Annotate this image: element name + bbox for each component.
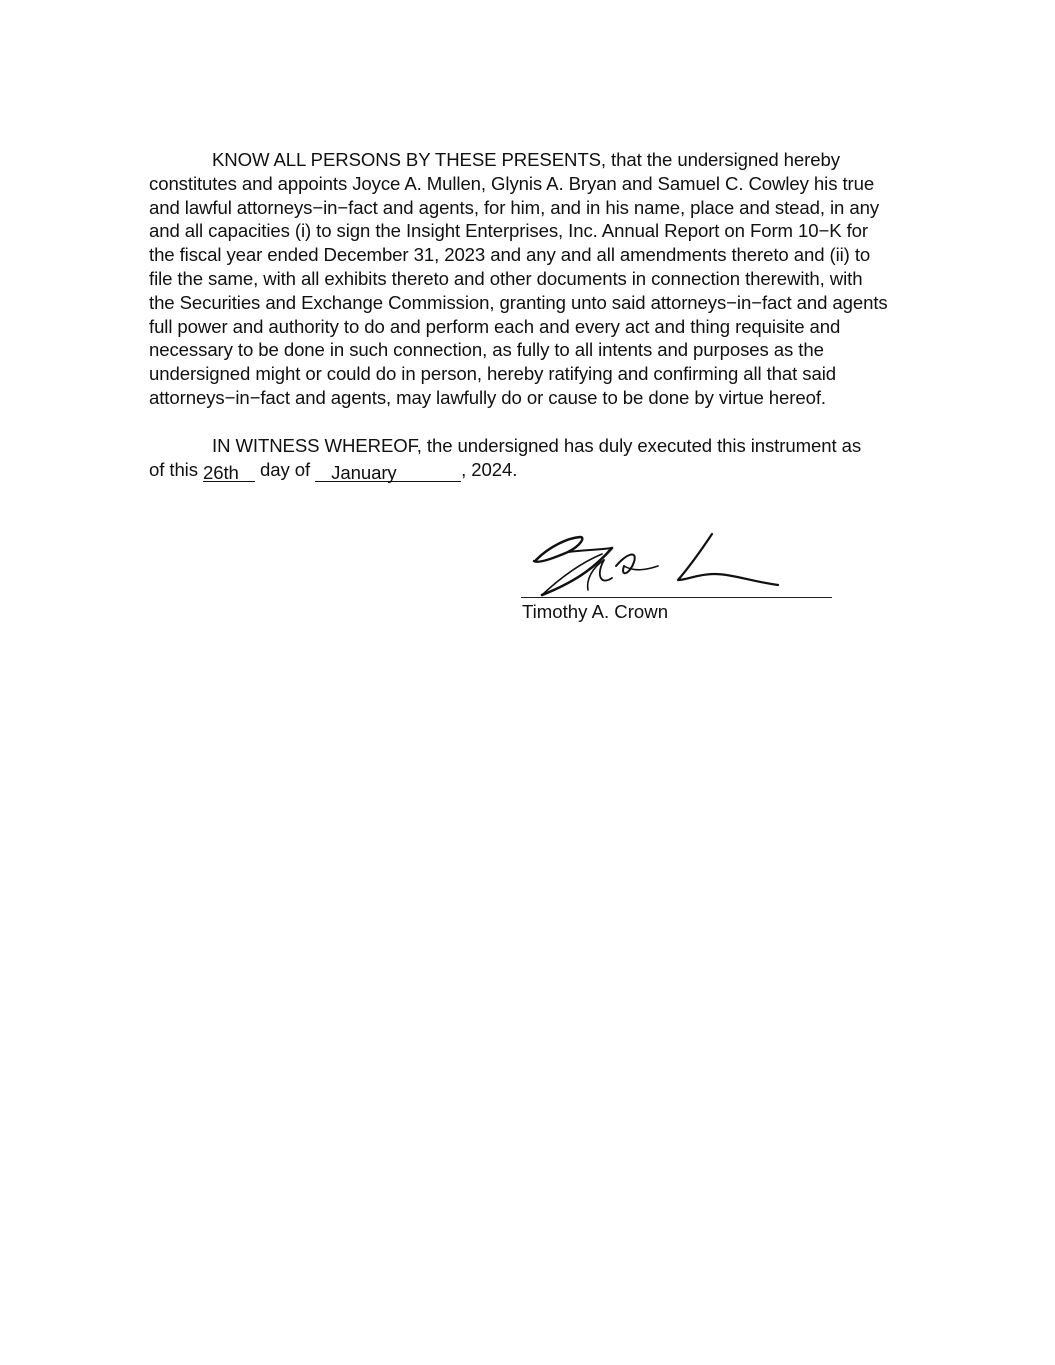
power-of-attorney-paragraph: [149, 148, 904, 410]
date-prefix: of this: [149, 458, 203, 480]
month-blank: [315, 459, 461, 482]
signature-line: [521, 597, 832, 598]
signer-name: Timothy A. Crown: [522, 601, 669, 622]
paragraph-line: KNOW ALL PERSONS BY THESE PRESENTS, that the undersigned hereby: [212, 149, 840, 170]
paragraph-line: undersigned might or could do in person, hereby ratifying and confirming all that said: [149, 363, 837, 385]
date-middle: day of: [254, 458, 316, 480]
witness-line: IN WITNESS WHEREOF, the undersigned has duly executed this instrument as: [212, 435, 862, 456]
witness-paragraph: [149, 434, 904, 482]
handwritten-signature: [528, 528, 788, 600]
paragraph-line: necessary to be done in such connection, as fully to all intents and purposes as the: [149, 339, 824, 361]
execution-date-line: [149, 458, 904, 482]
paragraph-line: attorneys−in−fact and agents, may lawfully do or cause to be done by virtue hereof.: [149, 386, 826, 408]
paragraph-line: full power and authority to do and perform each and every act and thing requisite and: [149, 315, 841, 337]
day-value: 26th: [202, 461, 239, 483]
date-suffix: , 2024.: [461, 458, 518, 480]
paragraph-line: constitutes and appoints Joyce A. Mullen, Glynis A. Bryan and Samuel C. Cowley his true: [149, 172, 875, 194]
paragraph-line: the Securities and Exchange Commission, granting unto said attorneys−in−fact and agents: [149, 291, 888, 313]
paragraph-line: and lawful attorneys−in−fact and agents, for him, and in his name, place and stead, in any: [149, 196, 880, 218]
paragraph-line: the fiscal year ended December 31, 2023 and any and all amendments thereto and (ii) to: [149, 244, 871, 266]
month-value: January: [331, 461, 397, 483]
paragraph-line: file the same, with all exhibits thereto and other documents in connection therewith, with: [149, 267, 863, 289]
paragraph-line: and all capacities (i) to sign the Insight Enterprises, Inc. Annual Report on Form 10−K for: [149, 220, 869, 242]
day-blank: [203, 459, 255, 482]
